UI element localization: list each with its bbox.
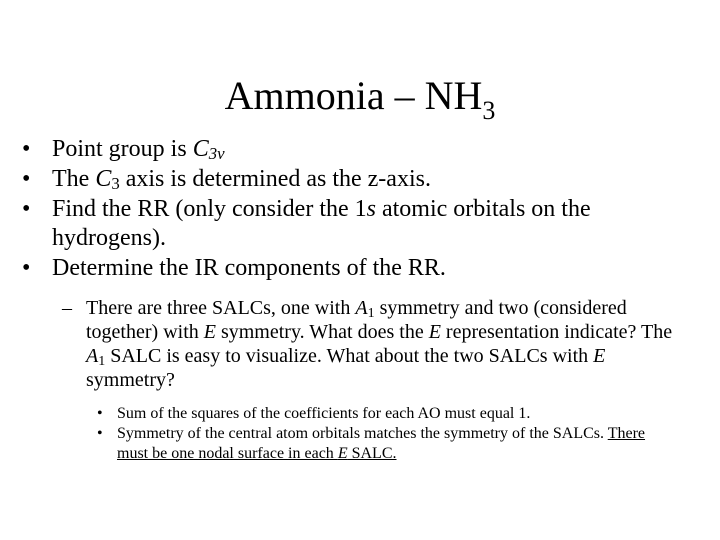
slide-body [22,135,702,464]
dash-marker: – [62,297,72,319]
sub-sub-bullet-text: Symmetry of the central atom orbitals matches the symmetry of the SALCs. [117,425,608,442]
bullet-marker: • [97,425,103,442]
sub-bullet-italic: E [203,321,216,343]
title-text: Ammonia – NH [224,73,483,118]
underlined-text: There must be one nodal surface in each [117,425,646,462]
bullet-text: Find the RR (only consider the 1 [52,196,367,222]
sub-bullet-text: There are three SALCs, one with [86,297,356,319]
bullet-marker: • [22,255,31,281]
sub-bullet-italic: E [428,321,441,343]
bullet-subscript: 3v [208,144,225,163]
sub-bullet-italic: E [593,345,606,367]
bullet-c3-axis [22,165,702,194]
bullet-italic: C [192,136,209,162]
bullet-marker: • [97,405,103,422]
sub-sub-bullet-symmetry [97,424,677,464]
underlined-text: SALC. [347,445,397,462]
bullet-marker: • [22,136,31,162]
sub-bullet-text: representation indicate? The [440,321,673,343]
bullet-text: Determine the IR components of the RR. [52,255,446,281]
sub-bullet-italic: A [86,345,99,367]
bullet-text: axis is determined as the z-axis. [119,166,431,192]
sub-bullet-subscript: 1 [98,354,106,369]
title-subscript: 3 [482,96,496,125]
bullet-marker: • [22,166,31,192]
bullet-subscript: 3 [111,174,120,193]
bullet-italic: C [95,166,112,192]
bullet-point-group [22,135,702,164]
sub-bullet-text: symmetry. What does the [215,321,429,343]
sub-sub-bullet-coefficients [97,404,677,424]
bullet-marker: • [22,196,31,222]
sub-bullet-subscript: 1 [367,306,375,321]
sub-bullet-italic: A [355,297,368,319]
sub-sub-bullet-text: Sum of the squares of the coefficients for each AO must equal 1. [117,405,531,422]
bullet-text: Point group is [52,136,193,162]
sub-bullet-salcs [62,296,678,392]
bullet-ir-components [22,254,702,283]
bullet-find-rr [22,195,702,253]
bullet-text: The [52,166,96,192]
bullet-italic: s [366,196,376,222]
bullet-text: atomic orbitals on the hydrogens). [52,196,591,251]
slide-title [0,72,720,125]
sub-bullet-text: symmetry and two (considered together) with [86,297,627,343]
sub-bullet-text: SALC is easy to visualize. What about the two SALCs with [105,345,594,367]
underlined-italic: E [337,445,348,462]
sub-bullet-text: symmetry? [86,369,175,391]
